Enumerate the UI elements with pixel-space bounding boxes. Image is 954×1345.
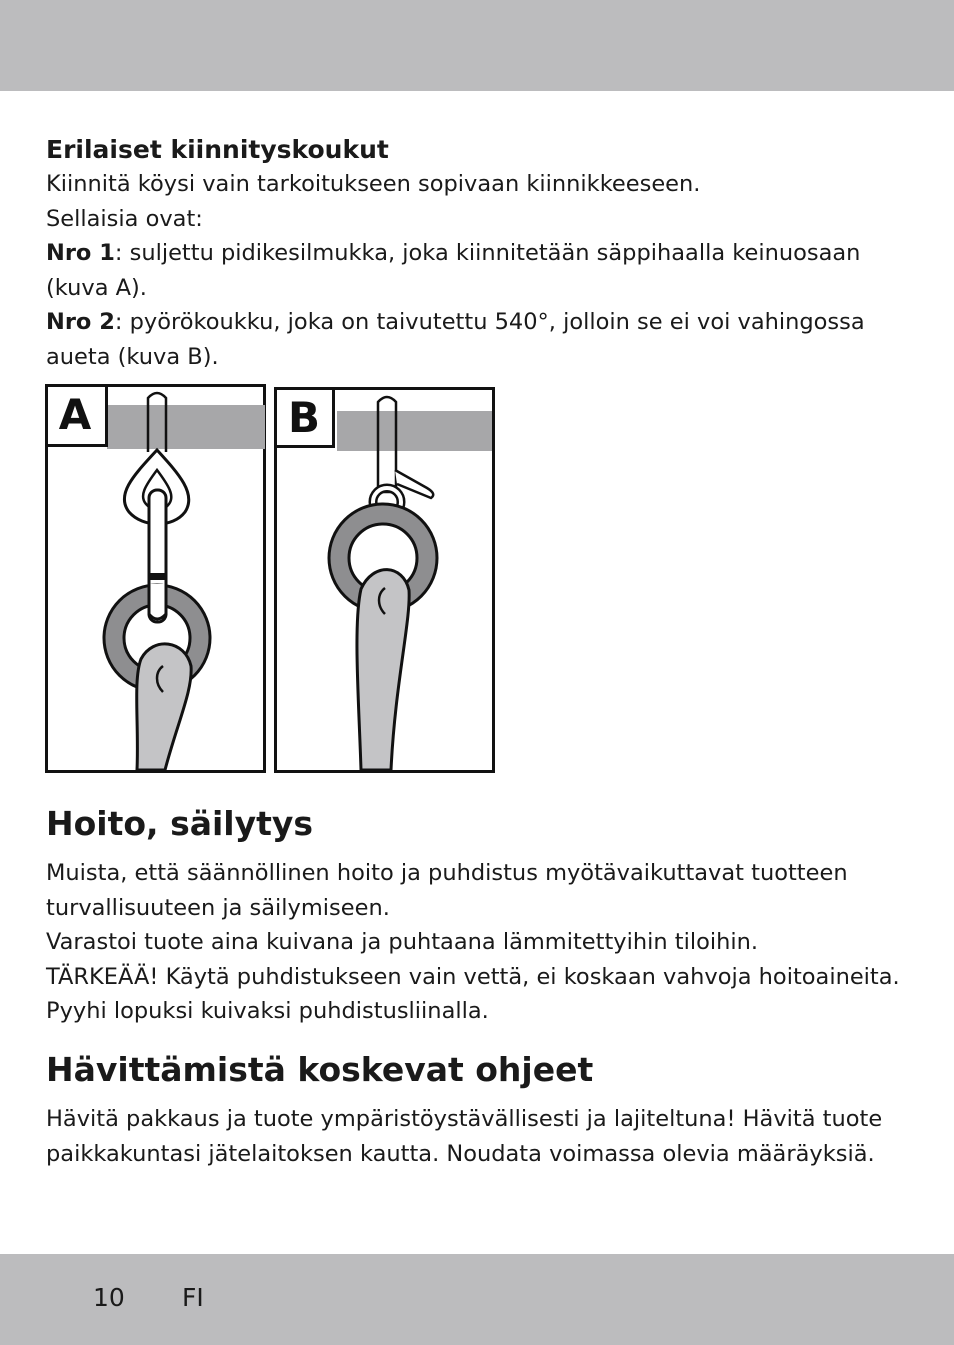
care-text-line: Pyyhi lopuksi kuivaksi puhdistusliinalla. (46, 998, 489, 1025)
care-text-line: turvallisuuteen ja säilymiseen. (46, 894, 390, 921)
figure-a-label: A (58, 390, 92, 439)
page-number: 10 (93, 1283, 125, 1312)
section-heading-hooks: Erilaiset kiinnityskoukut (46, 135, 389, 164)
footer-band (0, 1254, 954, 1345)
hook-illustrations (45, 384, 497, 776)
figure-a (47, 386, 266, 772)
figure-b (276, 389, 494, 772)
figure-a-carabiner-front (149, 584, 166, 619)
disposal-text-line: paikkakuntasi jätelaitoksen kautta. Noudata voimassa olevia määräyksiä. (46, 1140, 875, 1167)
section-hooks (46, 133, 906, 375)
figure-a-carabiner-lock (149, 573, 166, 580)
disposal-text-line: Hävitä pakkaus ja tuote ympäristöystävällisesti ja lajiteltuna! Hävitä tuote (46, 1106, 883, 1132)
hooks-text-line: Kiinnitä köysi vain tarkoitukseen sopivaan kiinnikkeeseen. (46, 171, 701, 197)
section-care (46, 804, 916, 1029)
hooks-text-line: Sellaisia ovat: (46, 205, 203, 232)
item-1-label: Nro 1 (46, 240, 115, 267)
care-text-line: Varastoi tuote aina kuivana ja puhtaana lämmitettyihin tiloihin. (46, 929, 759, 956)
hooks-item-2 (46, 305, 906, 340)
header-band (0, 0, 954, 91)
item-2-text: : pyörökoukku, joka on taivutettu 540°, jolloin se ei voi vahingossa (114, 309, 865, 336)
care-text-line: Muista, että säännöllinen hoito ja puhdistus myötävaikuttavat tuotteen (46, 860, 848, 886)
section-heading-disposal: Hävittämistä koskevat ohjeet (46, 1050, 594, 1089)
section-disposal (46, 1050, 916, 1171)
item-2-label: Nro 2 (46, 309, 115, 336)
hooks-item-1-cont: (kuva A). (46, 274, 147, 301)
hooks-item-2-cont: aueta (kuva B). (46, 343, 219, 370)
figure-b-label: B (287, 393, 321, 442)
figure-b-beam (337, 411, 492, 451)
language-code: FI (182, 1283, 204, 1312)
figure-a-beam (107, 405, 265, 449)
care-text-line: TÄRKEÄÄ! Käytä puhdistukseen vain vettä, ei koskaan vahvoja hoitoaineita. (46, 963, 900, 990)
item-1-text: : suljettu pidikesilmukka, joka kiinnitetään säppihaalla keinuosaan (114, 240, 861, 267)
section-heading-care: Hoito, säilytys (46, 804, 314, 843)
hooks-item-1 (46, 236, 906, 271)
